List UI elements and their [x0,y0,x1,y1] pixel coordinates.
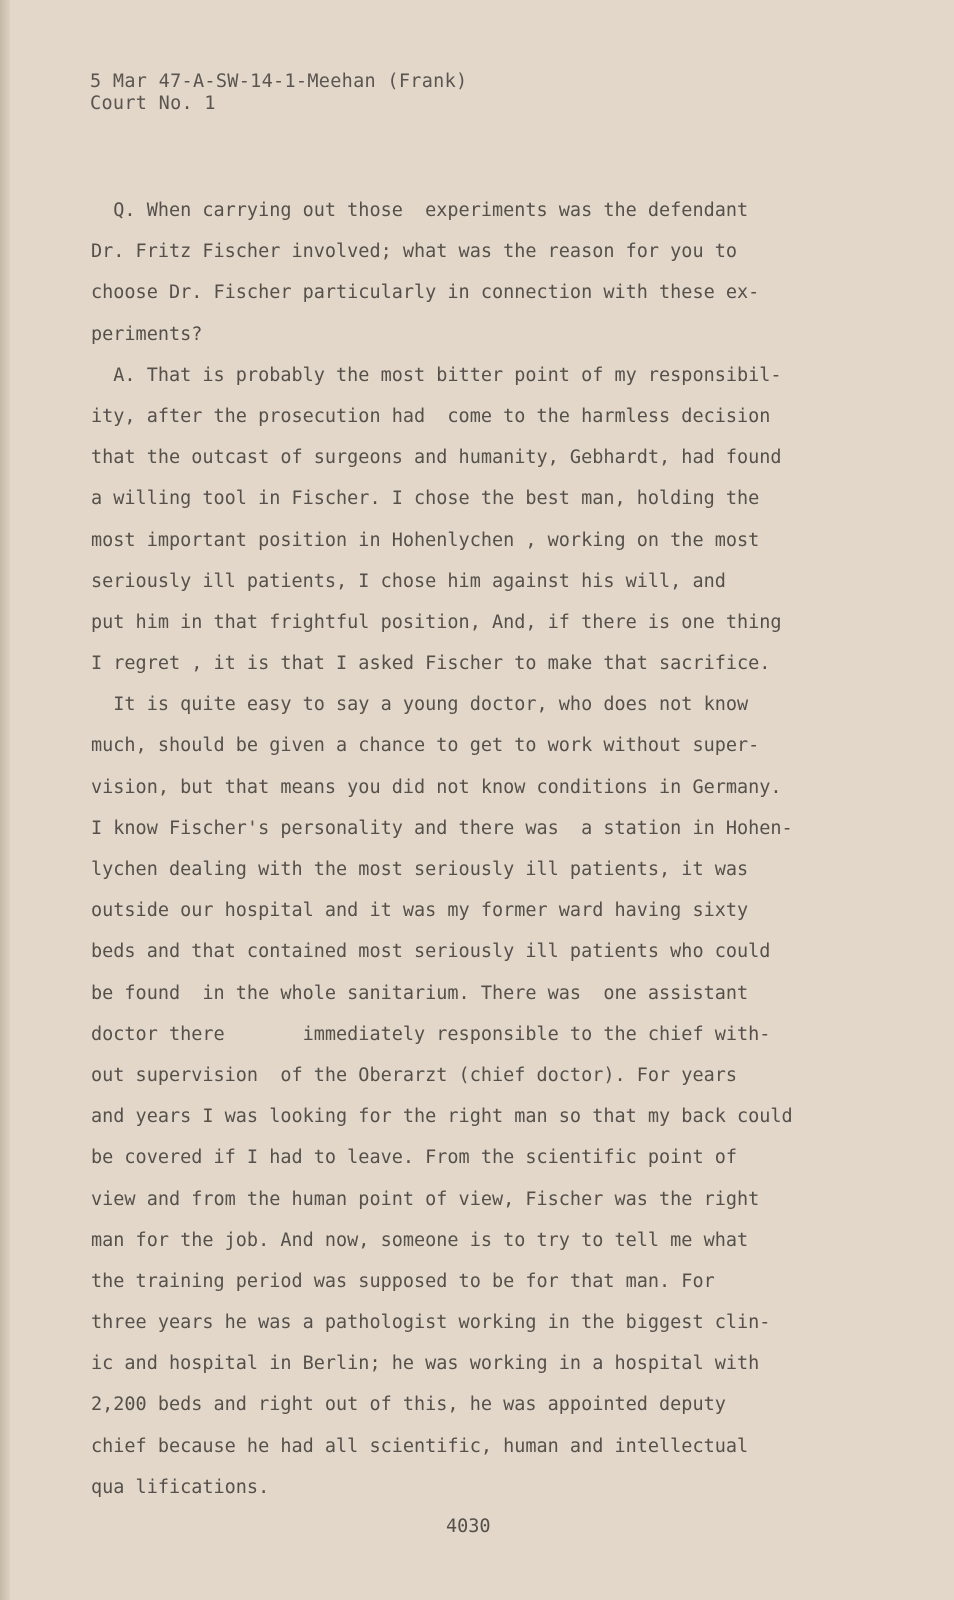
body-line: man for the job. And now, someone is to try to tell me what [91,1229,749,1251]
body-line: doctor there immediately responsible to the chief with- [91,1023,771,1045]
body-line: view and from the human point of view, Fischer was the right [91,1188,760,1210]
body-line: seriously ill patients, I chose him against his will, and [91,570,726,592]
body-line: ic and hospital in Berlin; he was working in a hospital with [91,1353,760,1375]
body-line: It is quite easy to say a young doctor, who does not know [91,694,749,716]
header-line-2: Court No. 1 [90,93,216,114]
body-line: chief because he had all scientific, human and intellectual [91,1435,749,1457]
body-line: a willing tool in Fischer. I chose the best man, holding the [91,488,760,510]
testimony-body [91,190,871,1508]
page-edge-shadow [0,0,10,1600]
body-line: much, should be given a chance to get to work without super- [91,735,760,757]
page-number: 4030 [446,1516,491,1537]
header-line-1: 5 Mar 47-A-SW-14-1-Meehan (Frank) [90,71,468,92]
body-line: and years I was looking for the right man so that my back could [91,1106,793,1128]
body-line: put him in that frightful position, And, if there is one thing [91,611,782,633]
body-line: beds and that contained most seriously ill patients who could [91,941,771,963]
body-line: lychen dealing with the most seriously ill patients, it was [91,859,749,880]
body-line: Dr. Fritz Fischer involved; what was the reason for you to [91,241,738,263]
body-line: be found in the whole sanitarium. There was one assistant [91,982,749,1004]
body-line: periments? [91,323,203,345]
body-line: A. That is probably the most bitter point of my responsibil- [91,364,782,386]
body-line: qua lifications. [91,1476,270,1498]
body-line: 2,200 beds and right out of this, he was appointed deputy [91,1394,726,1416]
body-line: outside our hospital and it was my former ward having sixty [91,900,749,922]
body-line: choose Dr. Fischer particularly in connection with these ex- [91,282,760,304]
body-line: ity, after the prosecution had come to the harmless decision [91,405,771,427]
body-line: three years he was a pathologist working in the biggest clin- [91,1312,771,1334]
body-line: I know Fischer's personality and there was a station in Hohen- [91,817,793,839]
body-line: vision, but that means you did not know conditions in Germany. [91,776,782,798]
body-line: I regret , it is that I asked Fischer to make that sacrifice. [91,653,771,675]
body-line: the training period was supposed to be for that man. For [91,1270,715,1292]
body-line: be covered if I had to leave. From the scientific point of [91,1147,738,1169]
document-header [90,71,467,115]
body-line: that the outcast of surgeons and humanity, Gebhardt, had found [91,447,782,469]
body-line: most important position in Hohenlychen , working on the most [91,529,760,551]
body-line: Q. When carrying out those experiments was the defendant [91,200,749,221]
body-line: out supervision of the Oberarzt (chief doctor). For years [91,1064,738,1086]
